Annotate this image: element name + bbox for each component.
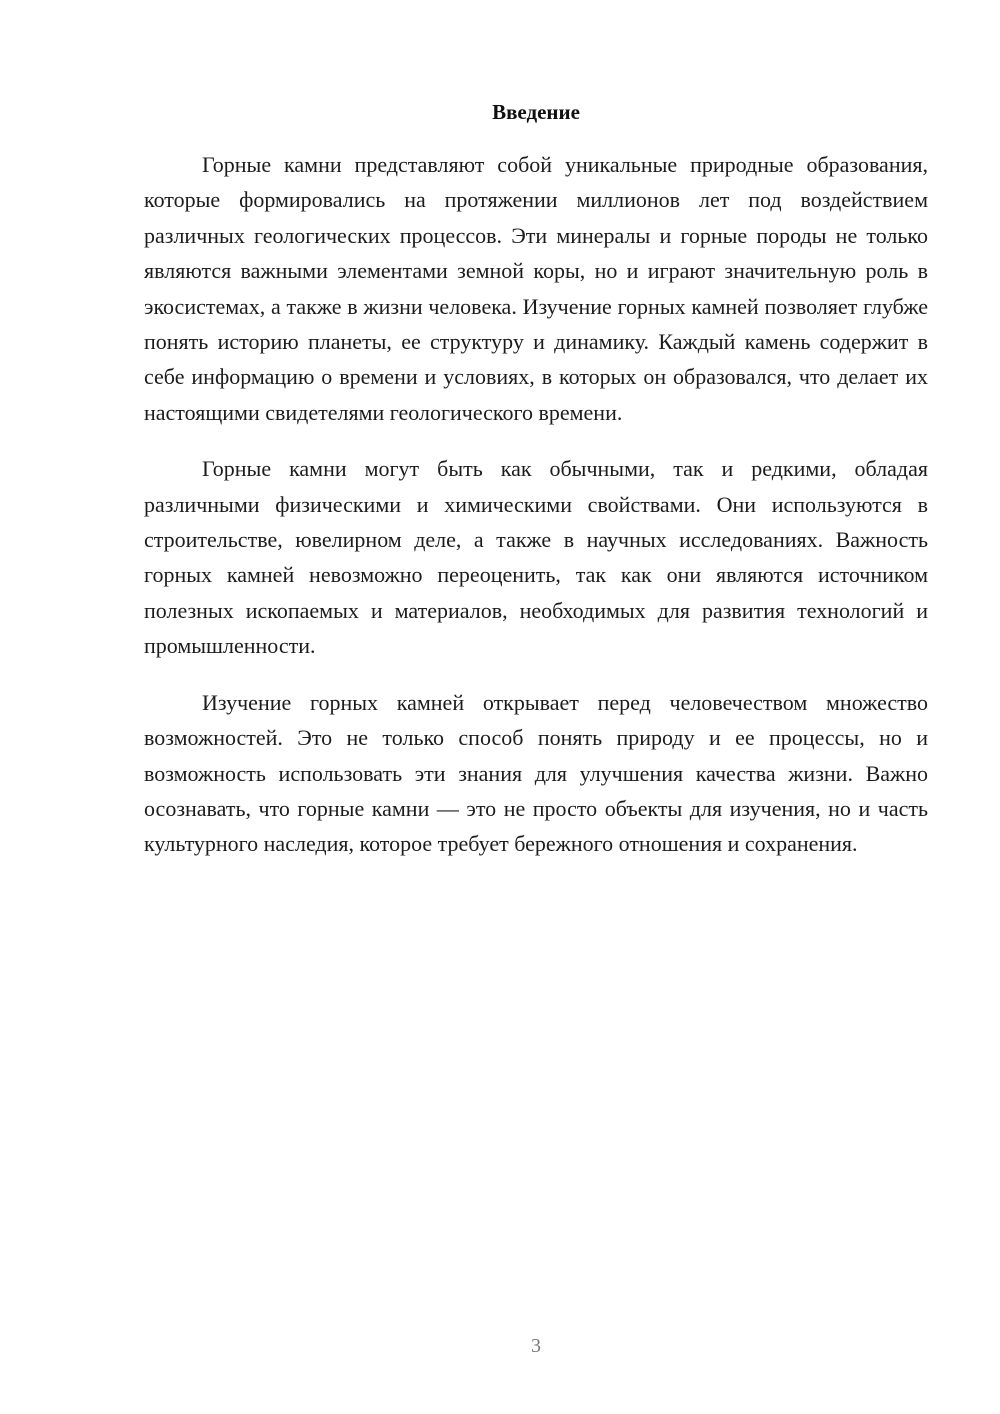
body-paragraph: Изучение горных камней открывает перед человечеством множество возможностей. Это не только способ понять природу и ее процессы, но и возможность использовать эти знания для улучшения качества жизни. Важно осознавать, что горные камни — это не просто объекты для изучения, но и часть культурного наследия, которое требует бережного отношения и сохранения. [144,689,928,857]
page-content [144,98,928,862]
body-paragraph: Горные камни представляют собой уникальные природные образования, которые формировались на протяжении миллионов лет под воздействием различных геологических процессов. Эти минералы и горные породы не только являются важными элементами земной коры, но и играют значительную роль в экосистемах, а также в жизни человека. Изучение горных камней позволяет глубже понять историю планеты, ее структуру и динамику. Каждый камень содержит в себе информацию о времени и условиях, в которых он образовался, что делает их настоящими свидетелями геологического времени. [144,152,928,425]
section-heading: Введение [492,100,580,124]
page-number: 3 [531,1335,541,1357]
body-paragraph: Горные камни могут быть как обычными, так и редкими, обладая различными физическими и химическими свойствами. Они используются в строительстве, ювелирном деле, а также в научных исследованиях. Важность горных камней невозможно переоценить, так как они являются источником полезных ископаемых и материалов, необходимых для развития технологий и промышленности. [144,456,928,659]
